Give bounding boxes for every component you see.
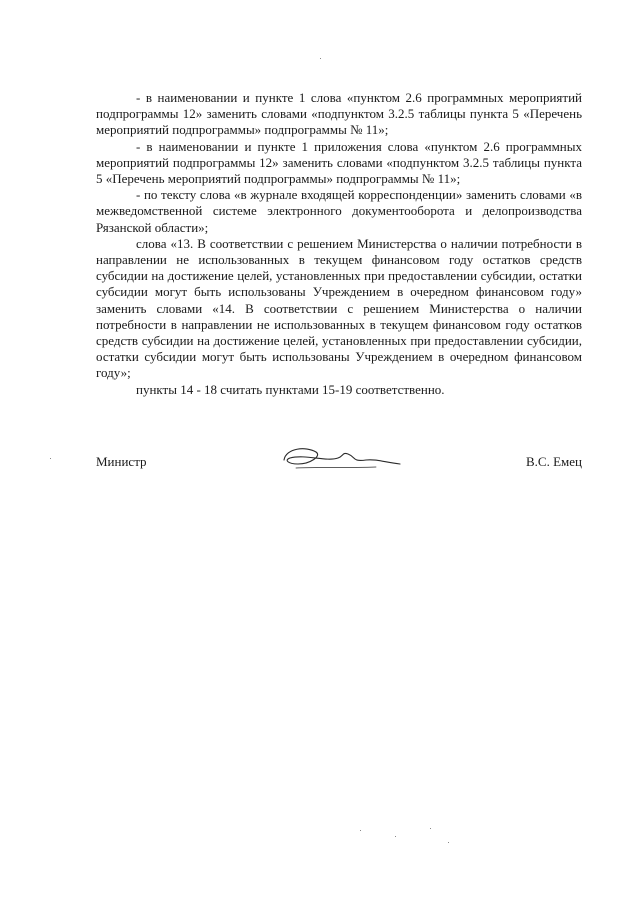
scan-speck — [320, 58, 321, 59]
scan-speck — [50, 458, 51, 459]
scan-speck — [430, 828, 431, 829]
signatory-title: Министр — [96, 454, 147, 469]
scan-speck — [448, 842, 449, 843]
paragraph-5: пункты 14 - 18 считать пунктами 15-19 соответственно. — [136, 381, 445, 397]
paragraph-3: - по тексту слова «в журнале входящей корреспонденции» заменить словами «в межведомственной системе электронного документооборота и делопроизводства Рязанской области»; — [96, 187, 582, 235]
handwritten-signature — [276, 440, 406, 476]
scan-speck — [395, 836, 396, 837]
document-body — [96, 90, 582, 398]
paragraph-4: слова «13. В соответствии с решением Министерства о наличии потребности в направлении не использованных в текущем финансовом году остатков средств субсидии на достижение целей, установленных при предоставлении субсидии, остатки субсидии могут быть использованы Учреждением в очередном финансовом году» заменить словами «14. В соответствии с решением Министерства о наличии потребности в направлении не использованных в текущем финансовом году остатков средств субсидии на достижение целей, установленных при предоставлении субсидии, остатки субсидии могут быть использованы Учреждением в очередном финансовом году»; — [96, 235, 582, 381]
signature-block — [96, 448, 582, 478]
paragraph-2: - в наименовании и пункте 1 приложения слова «пунктом 2.6 программных мероприятий подпрограммы 12» заменить словами «подпунктом 3.2.5 таблицы пункта 5 «Перечень мероприятий подпрограммы» подпрограммы № 11»; — [96, 138, 582, 187]
paragraph-1: - в наименовании и пункте 1 слова «пунктом 2.6 программных мероприятий подпрограммы 12» заменить словами «подпунктом 3.2.5 таблицы пункта 5 «Перечень мероприятий подпрограммы» подпрограммы № 11»; — [96, 90, 582, 138]
signatory-name: В.С. Емец — [526, 454, 582, 469]
scan-speck — [360, 830, 361, 831]
